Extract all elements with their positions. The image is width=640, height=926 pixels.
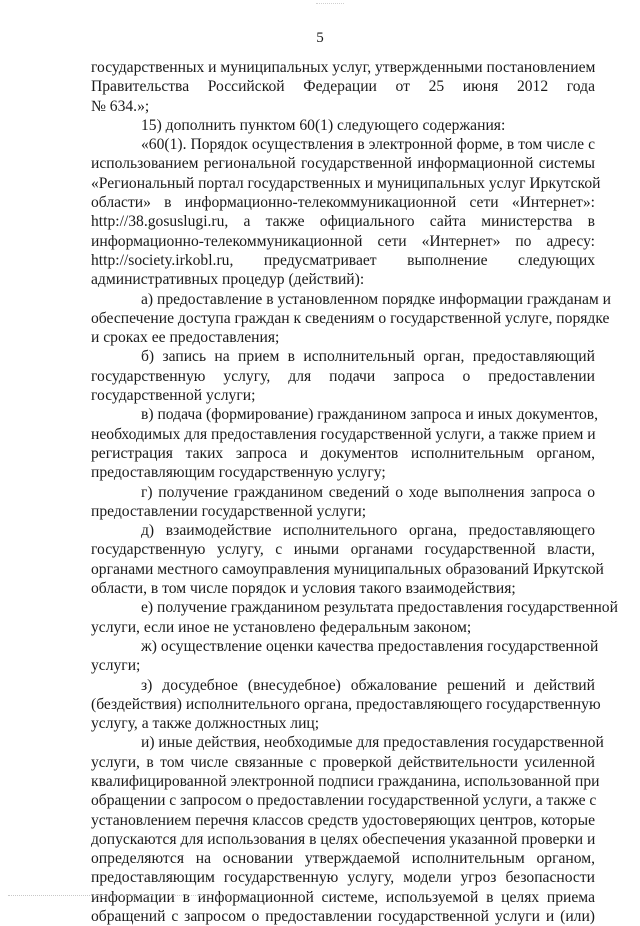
page-number: 5 <box>316 30 324 46</box>
text-line: квалифицированной электронной подписи гражданина, использованной при <box>91 772 600 790</box>
text-line: ж) осуществление оценки качества предоставления государственной <box>141 637 599 655</box>
text-line: д) взаимодействие исполнительного органа, предоставляющего <box>141 522 595 540</box>
text-line: предоставляющим государственную услугу, модели угроз безопасности <box>91 869 595 887</box>
text-line: услуги, в том числе связанные с проверкой действительности усиленной <box>91 753 595 771</box>
text-line: услуги; <box>91 657 141 675</box>
text-line: «Региональный портал государственных и муниципальных услуг Иркутской <box>91 174 601 192</box>
text-line: государственных и муниципальных услуг, утвержденными постановлением <box>91 59 596 76</box>
scan-artifact-bottom <box>8 895 248 896</box>
text-line: предоставляющим государственную услугу; <box>91 464 386 482</box>
text-line: необходимых для предоставления государственной услуги, а также прием и <box>91 425 596 443</box>
text-line: предоставлении государственной услуги; <box>91 502 367 520</box>
text-line: области, в том числе порядок и условия такого взаимодействия; <box>91 580 516 598</box>
text-line: государственной услуги; <box>91 387 256 405</box>
text-line: допускаются для использования в целях обеспечения указанной проверки и <box>91 830 596 848</box>
text-line: информационно-телекоммуникационной сети «Интернет» по адресу: <box>91 232 595 250</box>
text-line: административных процедур (действий): <box>91 271 365 289</box>
text-line: органами местного самоуправления муниципальных образований Иркутской <box>91 560 604 578</box>
text-line: «60(1). Порядок осуществления в электронной форме, в том числе с <box>141 136 595 154</box>
text-line: 15) дополнить пунктом 60(1) следующего содержания: <box>141 116 506 134</box>
text-line: установлением перечня классов средств удостоверяющих центров, которые <box>91 811 595 829</box>
text-line: Правительства Российской Федерации от 25 июня 2012 года <box>91 78 595 96</box>
text-line: а) предоставление в установленном порядке информации гражданам и <box>141 290 612 308</box>
text-line: е) получение гражданином результата предоставления государственной <box>141 599 618 617</box>
text-line: з) досудебное (внесудебное) обжалование решений и действий <box>141 676 595 694</box>
text-line: государственную услугу, для подачи запроса о предоставлении <box>91 367 595 385</box>
text-line: обеспечение доступа граждан к сведениям о государственной услуге, порядке <box>91 309 610 327</box>
text-line: в) подача (формирование) гражданином запроса и иных документов, <box>141 406 599 424</box>
text-line: г) получение гражданином сведений о ходе выполнения запроса о <box>141 483 595 501</box>
text-line: http://38.gosuslugi.ru, а также официального сайта министерства в <box>91 213 595 231</box>
text-line: регистрация таких запроса и документов исполнительным органом, <box>91 444 595 462</box>
text-line: обращении с запросом о предоставлении государственной услуги, а также с <box>91 792 597 810</box>
text-line: и) иные действия, необходимые для предоставления государственной <box>141 734 604 752</box>
text-line: области» в информационно-телекоммуникационной сети «Интернет»: <box>91 194 595 212</box>
text-line: и сроках ее предоставления; <box>91 329 280 347</box>
text-line: http://society.irkobl.ru, предусматривает выполнение следующих <box>91 251 595 269</box>
text-line: № 634.»; <box>91 97 150 115</box>
scan-artifact-top <box>316 3 344 4</box>
text-line: обращений с запросом о предоставлении государственной услуги и (или) <box>91 908 595 926</box>
text-line: информации в информационной системе, используемой в целях приема <box>91 888 595 906</box>
text-line: услуги, если иное не установлено федеральным законом; <box>91 618 472 636</box>
text-line: услугу, а также должностных лиц; <box>91 715 320 733</box>
document-body <box>91 58 618 926</box>
text-line: б) запись на прием в исполнительный орган, предоставляющий <box>141 348 595 366</box>
text-line: определяются на основании утверждаемой исполнительным органом, <box>91 850 595 868</box>
text-line: (бездействия) исполнительного органа, предоставляющего государственную <box>91 695 601 713</box>
text-line: использованием региональной государственной информационной системы <box>91 155 595 173</box>
text-line: государственную услугу, с иными органами государственной власти, <box>91 541 595 559</box>
